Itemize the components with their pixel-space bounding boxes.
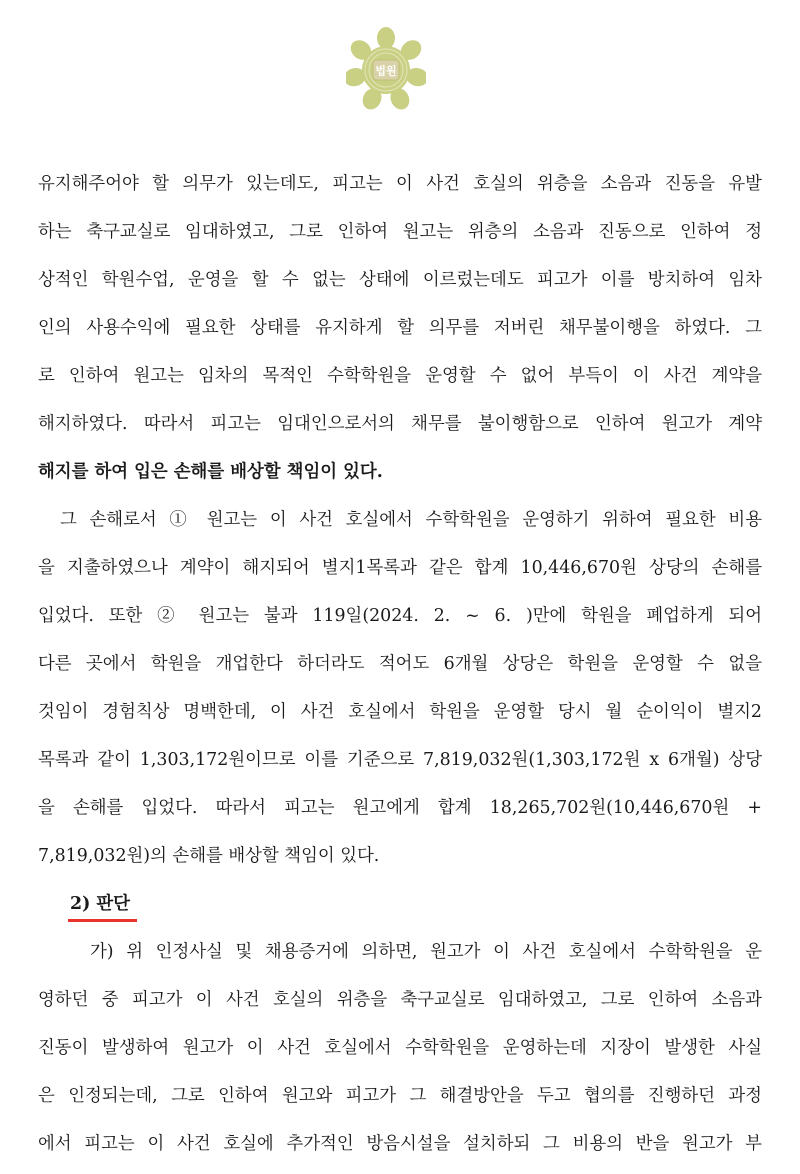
- paragraph-line: 인의 사용수익에 필요한 상태를 유지하게 할 의무를 저버린 채무불이행을 하였다. 그: [38, 318, 762, 338]
- paragraph-line: 영하던 중 피고가 이 사건 호실의 위층을 축구교실로 임대하였고, 그로 인하여 소음과: [38, 990, 762, 1010]
- document-body: [38, 166, 762, 1174]
- paragraph-line: 을 지출하였으나 계약이 해지되어 별지1목록과 같은 합계 10,446,670원 상당의 손해를: [38, 558, 762, 578]
- paragraph-line: 그 손해로서 ① 원고는 이 사건 호실에서 수학학원을 운영하기 위하여 필요한 비용: [60, 510, 762, 530]
- court-emblem: [346, 26, 426, 110]
- section-heading-text: 2) 판단: [70, 894, 130, 914]
- paragraph-line: 것임이 경험칙상 명백한데, 이 사건 호실에서 학원을 운영할 당시 월 순이익이 별지2: [38, 702, 762, 722]
- paragraph-line: 은 인정되는데, 그로 인하여 원고와 피고가 그 해결방안을 두고 협의를 진행하던 과정: [38, 1086, 762, 1106]
- paragraph-line: 해지하였다. 따라서 피고는 임대인으로서의 채무를 불이행함으로 인하여 원고가 계약: [38, 414, 762, 434]
- paragraph-line: 하는 축구교실로 임대하였고, 그로 인하여 원고는 위층의 소음과 진동으로 인하여 정: [38, 222, 762, 242]
- paragraph-line: 해지를 하여 입은 손해를 배상할 책임이 있다.: [38, 462, 383, 482]
- paragraph-line: 에서 피고는 이 사건 호실에 추가적인 방음시설을 설치하되 그 비용의 반을 원고가 부: [38, 1134, 762, 1154]
- emblem-text: 법원: [375, 64, 397, 78]
- section-heading: [38, 886, 762, 934]
- paragraph-line: 입었다. 또한 ② 원고는 불과 119일(2024. 2. ~ 6. )만에 학원을 폐업하게 되어: [38, 606, 762, 626]
- paragraph-line: 을 손해를 입었다. 따라서 피고는 원고에게 합계 18,265,702원(10,446,670원 +: [38, 798, 762, 818]
- paragraph-line: 목록과 같이 1,303,172원이므로 이를 기준으로 7,819,032원(1,303,172원 x 6개월) 상당: [38, 750, 762, 770]
- paragraph-line: 가) 위 인정사실 및 채용증거에 의하면, 원고가 이 사건 호실에서 수학학원을 운: [90, 942, 762, 962]
- paragraph-line: 상적인 학원수업, 운영을 할 수 없는 상태에 이르렀는데도 피고가 이를 방치하여 임차: [38, 270, 762, 290]
- paragraph-line: 다른 곳에서 학원을 개업한다 하더라도 적어도 6개월 상당은 학원을 운영할 수 없을: [38, 654, 762, 674]
- paragraph-line: 7,819,032원)의 손해를 배상할 책임이 있다.: [38, 846, 380, 866]
- paragraph-line: 진동이 발생하여 원고가 이 사건 호실에서 수학학원을 운영하는데 지장이 발생한 사실: [38, 1038, 762, 1058]
- heading-underline: [68, 919, 137, 922]
- paragraph-line: 로 인하여 원고는 임차의 목적인 수학학원을 운영할 수 없어 부득이 이 사건 계약을: [38, 366, 762, 386]
- paragraph-line: 유지해주어야 할 의무가 있는데도, 피고는 이 사건 호실의 위층을 소음과 진동을 유발: [38, 174, 762, 194]
